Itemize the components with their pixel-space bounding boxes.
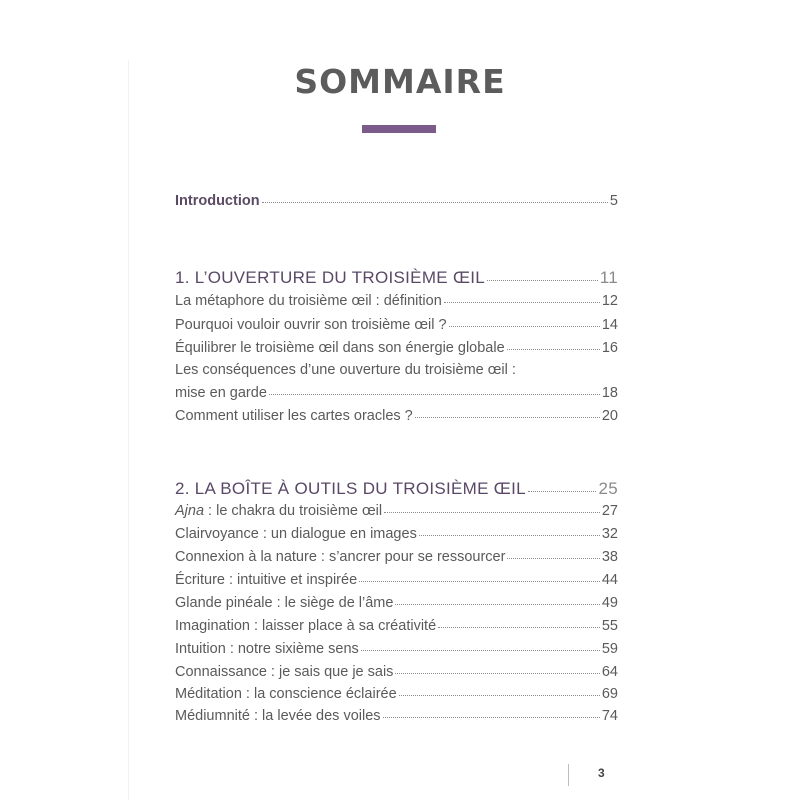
- dot-leader: [419, 535, 600, 536]
- toc-entry-label: Équilibrer le troisième œil dans son énergie globale: [175, 340, 505, 356]
- toc-entry-page: 38: [601, 549, 618, 565]
- dot-leader: [444, 302, 600, 303]
- toc-introduction-page: 5: [609, 193, 618, 209]
- toc-entry-label-rest: : le chakra du troisième œil: [204, 503, 383, 519]
- toc-entry-label: Glande pinéale : le siège de l’âme: [175, 595, 394, 611]
- chapter-1-title: 1. L’OUVERTURE DU TROISIÈME ŒIL: [175, 268, 486, 287]
- toc-entry[interactable]: [175, 572, 618, 588]
- dot-leader: [269, 394, 600, 395]
- dot-leader: [528, 491, 597, 492]
- dot-leader: [507, 349, 600, 350]
- toc-entry[interactable]: [175, 686, 618, 702]
- chapter-1-page: 11: [599, 268, 618, 287]
- toc-chapter-1-heading[interactable]: [175, 268, 618, 288]
- dot-leader: [384, 512, 600, 513]
- toc-entry-page: 16: [601, 340, 618, 356]
- toc-entry-page: 49: [601, 595, 618, 611]
- toc-entry-label: Imagination : laisser place à sa créativité: [175, 618, 437, 634]
- dot-leader: [438, 627, 600, 628]
- toc-entry[interactable]: [175, 618, 618, 634]
- dot-leader: [361, 650, 600, 651]
- toc-entry-label: Connaissance : je sais que je sais: [175, 664, 394, 680]
- toc-entry-label: Intuition : notre sixième sens: [175, 641, 359, 657]
- page-number: 3: [598, 766, 605, 780]
- toc-entry-page: 18: [601, 385, 618, 401]
- toc-entry-label: mise en garde: [175, 385, 267, 401]
- toc-entry[interactable]: [175, 293, 618, 309]
- dot-leader: [383, 717, 600, 718]
- toc-entry-page: 69: [601, 686, 618, 702]
- toc-entry[interactable]: [175, 385, 618, 401]
- toc-entry-label: Écriture : intuitive et inspirée: [175, 572, 358, 588]
- toc-entry-label-italic: Ajna: [175, 503, 205, 519]
- chapter-2-title: 2. LA BOÎTE À OUTILS DU TROISIÈME ŒIL: [175, 479, 526, 498]
- folio-rule: [568, 764, 569, 786]
- dot-leader: [359, 581, 600, 582]
- toc-entry[interactable]: [175, 664, 618, 680]
- title-underline-bar: [362, 125, 436, 133]
- toc-introduction[interactable]: [175, 193, 618, 209]
- dot-leader: [395, 673, 599, 674]
- toc-entry-label: Comment utiliser les cartes oracles ?: [175, 408, 413, 424]
- toc-entry-page: 12: [601, 293, 618, 309]
- toc-entry-page: 55: [601, 618, 618, 634]
- toc-entry-page: 74: [601, 708, 618, 724]
- dot-leader: [415, 417, 600, 418]
- toc-entry-page: 59: [601, 641, 618, 657]
- toc-entry-label: La métaphore du troisième œil : définition: [175, 293, 442, 309]
- toc-entry-label: Connexion à la nature : s’ancrer pour se ressourcer: [175, 549, 506, 565]
- toc-entry-label: [175, 503, 382, 519]
- dot-leader: [487, 280, 598, 281]
- toc-entry[interactable]: [175, 641, 618, 657]
- toc-entry-page: 14: [601, 317, 618, 333]
- dot-leader: [449, 326, 600, 327]
- toc-introduction-label: Introduction: [175, 193, 260, 209]
- toc-entry[interactable]: [175, 549, 618, 565]
- toc-entry[interactable]: [175, 708, 618, 724]
- dot-leader: [399, 695, 600, 696]
- toc-entry[interactable]: [175, 408, 618, 424]
- toc-entry-page: 32: [601, 526, 618, 542]
- toc-entry-label-line1: Les conséquences d’une ouverture du troisième œil :: [175, 362, 516, 378]
- toc-entry-label: Méditation : la conscience éclairée: [175, 686, 397, 702]
- chapter-2-page: 25: [598, 479, 618, 498]
- toc-entry-label: Pourquoi vouloir ouvrir son troisième œil ?: [175, 317, 447, 333]
- dot-leader: [395, 604, 599, 605]
- toc-entry-label: Médiumnité : la levée des voiles: [175, 708, 381, 724]
- toc-entry[interactable]: [175, 526, 618, 542]
- toc-entry-page: 44: [601, 572, 618, 588]
- toc-entry[interactable]: [175, 317, 618, 333]
- page-title: SOMMAIRE: [294, 62, 506, 101]
- toc-entry-page: 20: [601, 408, 618, 424]
- dot-leader: [507, 558, 599, 559]
- dot-leader: [262, 202, 608, 203]
- toc-entry[interactable]: [175, 595, 618, 611]
- toc-entry-label: Clairvoyance : un dialogue en images: [175, 526, 417, 542]
- toc-chapter-2-heading[interactable]: [175, 479, 618, 499]
- toc-entry-page: 64: [601, 664, 618, 680]
- toc-entry[interactable]: [175, 340, 618, 356]
- page-edge: [128, 60, 129, 800]
- toc-entry-page: 27: [601, 503, 618, 519]
- toc-entry[interactable]: [175, 503, 618, 519]
